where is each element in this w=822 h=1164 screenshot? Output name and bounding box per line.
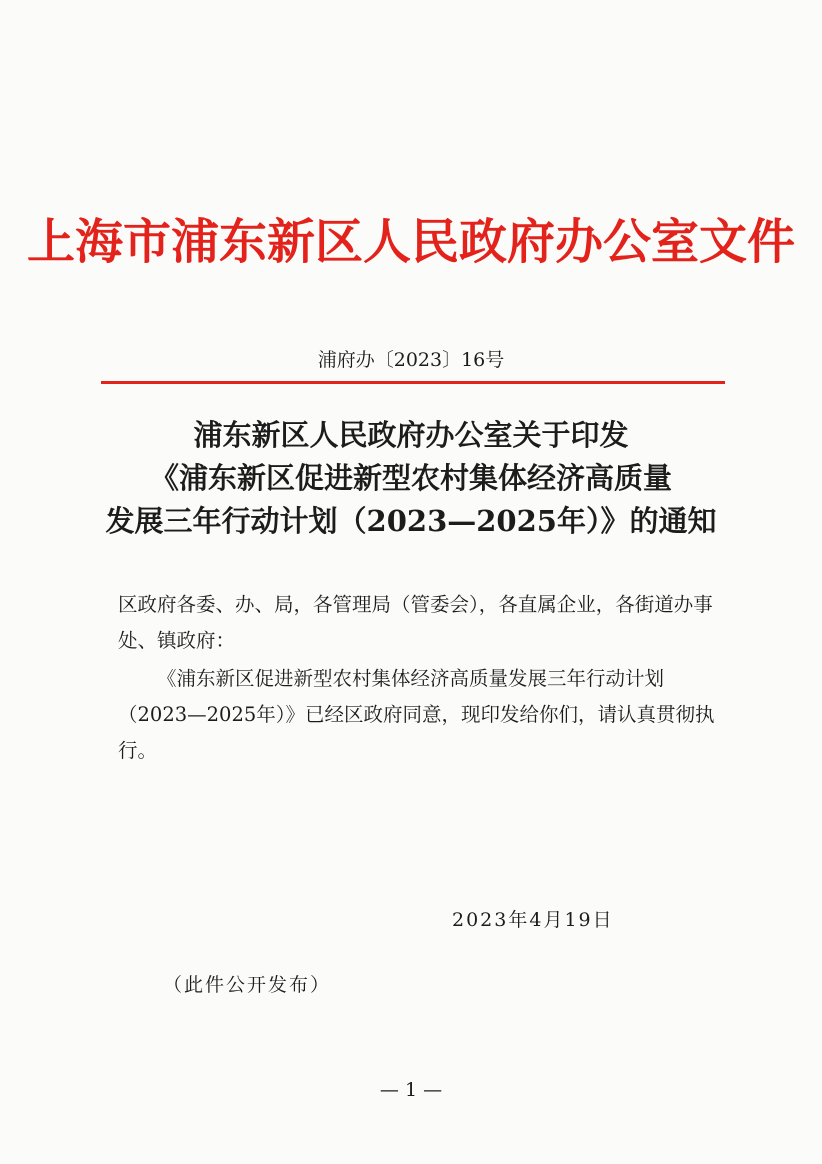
document-number: 浦府办〔2023〕16号 bbox=[317, 349, 505, 371]
red-divider-line bbox=[101, 381, 725, 384]
page-number: — 1 — bbox=[379, 1079, 443, 1101]
body-paragraph: 《浦东新区促进新型农村集体经济高质量发展三年行动计划（2023—2025年）》已经区政府同意，现印发给你们，请认真贯彻执行。 bbox=[118, 667, 715, 762]
addressee: 区政府各委、办、局，各管理局（管委会），各直属企业，各街道办事处、镇政府： bbox=[118, 593, 713, 652]
title-line-1: 浦东新区人民政府办公室关于印发 bbox=[193, 418, 629, 452]
issuing-authority-header: 上海市浦东新区人民政府办公室文件 bbox=[26, 214, 795, 270]
public-release-note: （此件公开发布） bbox=[163, 974, 332, 996]
document-title bbox=[0, 414, 822, 543]
issue-date: 2023年4月19日 bbox=[452, 909, 614, 931]
title-line-2: 《浦东新区促进新型农村集体经济高质量 bbox=[149, 461, 672, 495]
title-line-3: 发展三年行动计划（2023—2025年）》的通知 bbox=[105, 504, 717, 538]
